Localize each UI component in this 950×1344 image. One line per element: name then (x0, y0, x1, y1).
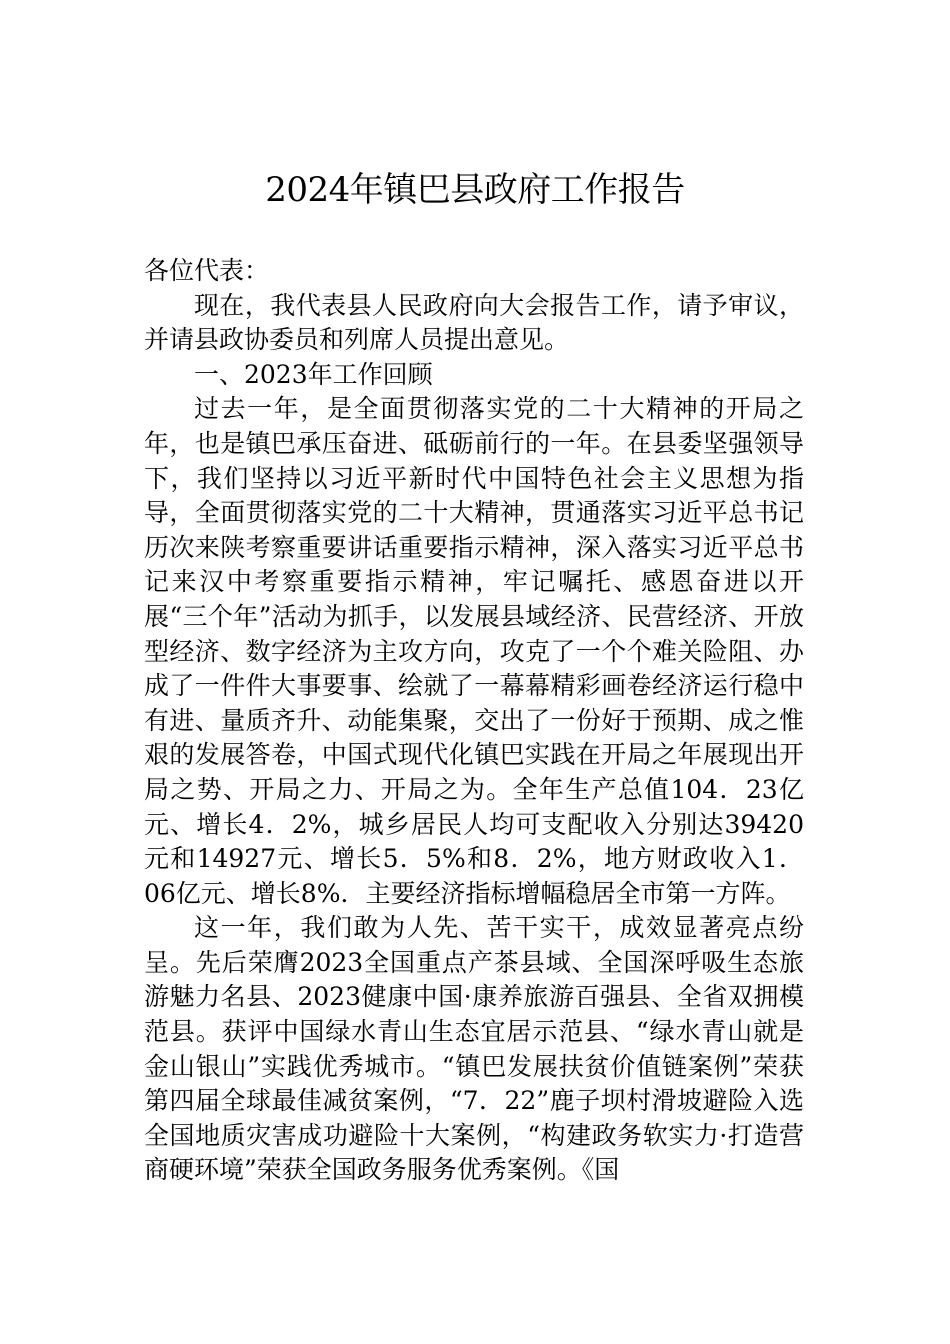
document-body (144, 254, 804, 1188)
paragraph-intro: 现在，我代表县人民政府向大会报告工作，请予审议，并请县政协委员和列席人员提出意见。 (144, 290, 804, 355)
paragraph-achievements: 这一年，我们敢为人先、苦干实干，成效显著亮点纷呈。先后荣膺2023全国重点产茶县域、全国深呼吸生态旅游魅力名县、2023健康中国·康养旅游百强县、全省双拥模范县。获评中国绿水青山生态宜居示范县、“绿水青山就是金山银山”实践优秀城市。“镇巴发展扶贫价值链案例”荣获第四届全球最佳减贫案例，“7．22”鹿子坝村滑坡避险入选全国地质灾害成功避险十大案例，“构建政务软实力·打造营商硬环境”荣获全国政务服务优秀案例。《国 (144, 913, 804, 1185)
paragraph-review: 过去一年，是全面贯彻落实党的二十大精神的开局之年，也是镇巴承压奋进、砥砺前行的一年。在县委坚强领导下，我们坚持以习近平新时代中国特色社会主义思想为指导，全面贯彻落实党的二十大精神，贯通落实习近平总书记历次来陕考察重要讲话重要指示精神，深入落实习近平总书记来汉中考察重要指示精神，牢记嘱托、感恩奋进以开展“三个年”活动为抓手，以发展县域经济、民营经济、开放型经济、数字经济为主攻方向，攻克了一个个难关险阻、办成了一件件大事要事、绘就了一幕幕精彩画卷经济运行稳中有进、量质齐升、动能集聚，交出了一份好于预期、成之惟艰的发展答卷，中国式现代化镇巴实践在开局之年展现出开局之势、开局之力、开局之为。全年生产总值104．23亿元、增长4．2%，城乡居民人均可支配收入分别达39420元和14927元、增长5．5%和8．2%，地方财政收入1．06亿元、增长8%．主要经济指标增幅稳居全市第一方阵。 (144, 394, 804, 908)
section-heading: 一、2023年工作回顾 (194, 359, 433, 389)
salutation: 各位代表： (144, 256, 270, 285)
document-title: 2024年镇巴县政府工作报告 (265, 170, 685, 210)
